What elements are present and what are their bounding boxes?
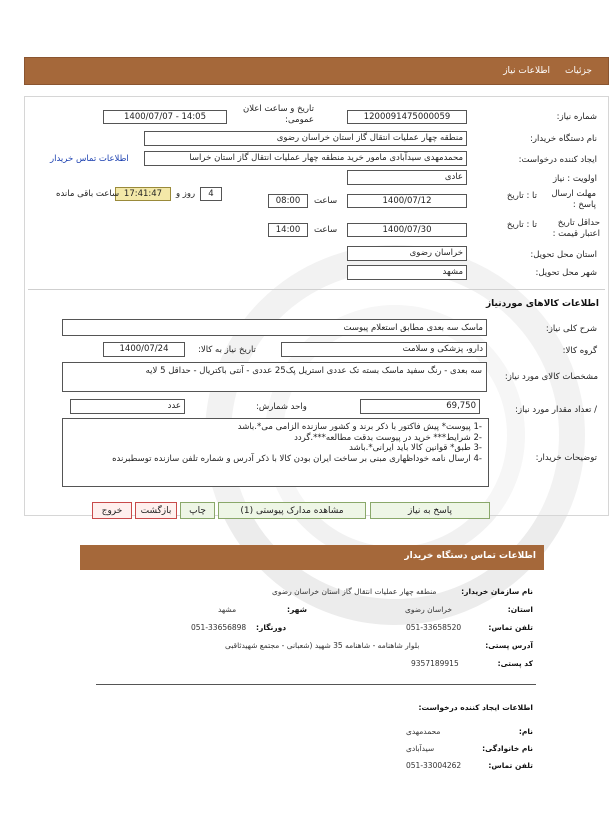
countdown-timer: 17:41:47 (115, 187, 171, 201)
notes-line-1: -1 پیوست* پیش فاکتور با ذکر برند و کشور سازنده الزامی می*.باشد (237, 422, 482, 432)
need-desc-label: شرح کلی نیاز: (545, 324, 597, 334)
days-label: روز و (176, 189, 196, 199)
contact-phone-label: تلفن تماس: (488, 623, 533, 632)
requester-field: محمدمهدی سیدآبادی مامور خرید منطقه چهار عملیات انتقال گاز استان خراسا (144, 151, 467, 166)
contact-postal-label: کد پستی: (497, 659, 533, 668)
validity-to-date-label: تا : تاریخ (506, 220, 537, 230)
creator-name-value: محمدمهدی (406, 727, 441, 736)
creator-title: اطلاعات ایجاد کننده درخواست: (418, 703, 533, 712)
validity-label: حداقل تاریخ اعتبار قیمت : (552, 218, 600, 239)
delivery-city-label: شهر محل تحویل: (535, 268, 597, 278)
requester-label: ایجاد کننده درخواست: (518, 155, 597, 165)
contact-title: اطلاعات تماس دستگاه خریدار (404, 551, 536, 561)
goods-group-label: گروه کالا: (562, 346, 597, 356)
goods-section-title: اطلاعات کالاهای موردنیاز (485, 299, 599, 309)
creator-family-value: سیدآبادی (406, 744, 435, 753)
buyer-org-label: نام دستگاه خریدار: (530, 134, 597, 144)
contact-fax-label: دورنگار: (256, 623, 287, 632)
contact-city-label: شهر: (287, 605, 307, 614)
reply-button[interactable]: پاسخ به نیاز (370, 502, 490, 519)
notes-line-3: -3 طبق* قوانین کالا باید ایرانی*.باشد (349, 443, 482, 453)
goods-spec-field: سه بعدی - رنگ سفید ماسک بسته تک عددی استریل پک25 عددی - آنتی باکتریال - حداقل 5 لایه (62, 362, 487, 392)
print-button[interactable]: چاپ (180, 502, 215, 519)
remaining-label: ساعت باقی مانده (56, 189, 120, 199)
contact-province-value: خراسان رضوی (405, 605, 453, 614)
contact-address-value: بلوار شاهنامه - شاهنامه 35 شهید (شعبانی - مجتمع شهیدثاقبی (225, 641, 420, 650)
contact-postal-value: 9357189915 (411, 659, 459, 668)
need-number-field: 1200091475000059 (347, 110, 467, 124)
announce-date-label: تاریخ و ساعت اعلان عمومی: (242, 104, 314, 125)
priority-label: اولویت : نیاز (552, 174, 597, 184)
delivery-province-label: استان محل تحویل: (530, 250, 597, 260)
delivery-province-field: خراسان رضوی (347, 246, 467, 261)
creator-phone-value: 051-33004262 (406, 761, 462, 770)
creator-family-label: نام خانوادگی: (482, 744, 533, 753)
contact-org-label: نام سازمان خریدار: (461, 587, 533, 596)
contact-city-value: مشهد (218, 605, 237, 614)
buyer-notes-field (62, 418, 489, 487)
breadcrumb-need-info[interactable]: اطلاعات نیاز (503, 66, 550, 76)
creator-phone-label: تلفن تماس: (488, 761, 533, 770)
top-header-bar (24, 57, 609, 85)
goods-spec-label: مشخصات کالای مورد نیاز: (504, 372, 598, 382)
contact-org-value: منطقه چهار عملیات انتقال گاز استان خراسان رضوی (272, 587, 437, 596)
deadline-date-field: 1400/07/12 (347, 194, 467, 208)
view-attachments-button[interactable]: مشاهده مدارک پیوستی (1) (218, 502, 366, 519)
validity-time-label: ساعت (314, 225, 338, 235)
deadline-time-field: 08:00 (268, 194, 308, 208)
divider (28, 289, 605, 290)
validity-time-field: 14:00 (268, 223, 308, 237)
deadline-time-label: ساعت (314, 196, 338, 206)
breadcrumb-details[interactable]: جزئیات (565, 66, 592, 76)
unit-label: واحد شمارش: (256, 402, 307, 412)
exit-button[interactable]: خروج (92, 502, 132, 519)
unit-field: عدد (70, 399, 185, 414)
validity-date-field: 1400/07/30 (347, 223, 467, 237)
need-number-label: شماره نیاز: (556, 112, 597, 122)
priority-field: عادی (347, 170, 467, 185)
contact-divider (96, 684, 536, 685)
deadline-label: مهلت ارسال پاسخ : (551, 189, 596, 210)
contact-fax-value: 051-33656898 (191, 623, 247, 632)
need-date-field: 1400/07/24 (103, 342, 185, 357)
deadline-to-date-label: تا : تاریخ (506, 191, 537, 201)
contact-province-label: استان: (507, 605, 533, 614)
notes-line-4: -4 ارسال نامه خوداظهاری مبنی بر ساخت ایران بودن کالا با ذکر آدرس و شماره تلفن سازنده توسطبرنده (112, 453, 482, 464)
goods-group-field: دارو، پزشکی و سلامت (281, 342, 487, 357)
notes-line-2: -2 شرایط*** خرید در پیوست بدقت مطالعه***.گردد (294, 432, 482, 443)
back-button[interactable]: بازگشت (135, 502, 177, 519)
creator-name-label: نام: (518, 727, 533, 736)
announce-date-field: 1400/07/07 - 14:05 (103, 110, 227, 124)
days-remaining-field: 4 (200, 187, 222, 201)
need-date-label: تاریخ نیاز به کالا: (198, 345, 256, 355)
buyer-contact-link[interactable]: اطلاعات تماس خریدار (50, 154, 129, 164)
quantity-label: / تعداد مقدار مورد نیاز: (515, 405, 597, 415)
buyer-notes-label: توضیحات خریدار: (535, 453, 597, 463)
contact-address-label: آدرس پستی: (485, 641, 533, 650)
delivery-city-field: مشهد (347, 265, 467, 280)
need-desc-field: ماسک سه بعدی مطابق استعلام پیوست (62, 319, 487, 336)
quantity-field: 69,750 (360, 399, 480, 414)
contact-header-bar (80, 545, 544, 570)
contact-phone-value: 051-33658520 (406, 623, 462, 632)
buyer-org-field: منطقه چهار عملیات انتقال گاز استان خراسان رضوی (144, 131, 467, 146)
